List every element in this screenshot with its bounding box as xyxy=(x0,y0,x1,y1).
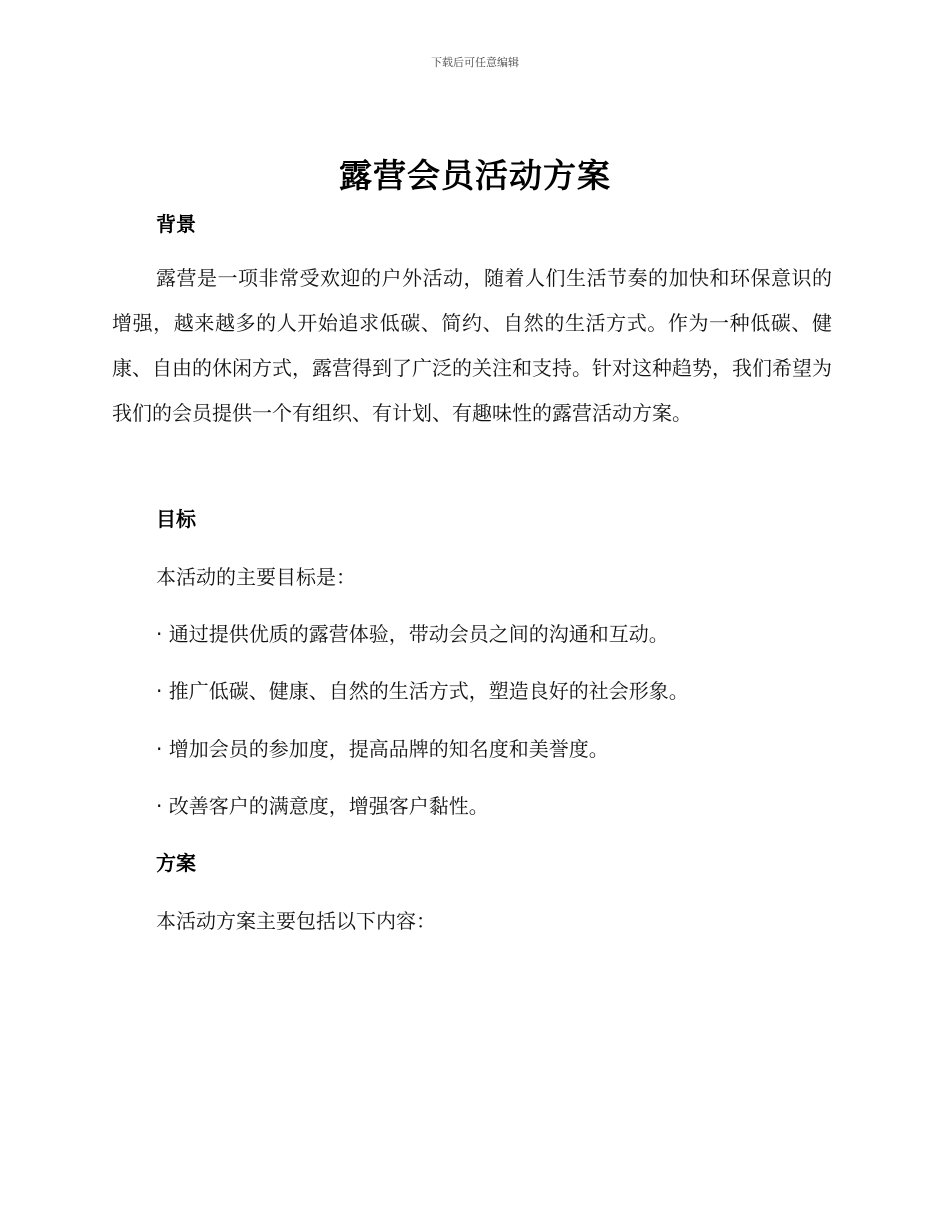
header-note: 下载后可任意编辑 xyxy=(431,56,519,69)
goal-list-item: · 通过提供优质的露营体验，带动会员之间的沟通和互动。 xyxy=(156,622,669,646)
section-heading-background: 背景 xyxy=(156,212,196,236)
background-paragraph: 露营是一项非常受欢迎的户外活动，随着人们生活节奏的加快和环保意识的增强，越来越多的人开始追求低碳、简约、自然的生活方式。作为一种低碳、健康、自由的休闲方式，露营得到了广泛的关注和支持。针对这种趋势，我们希望为我们的会员提供一个有组织、有计划、有趣味性的露营活动方案。 xyxy=(112,266,832,425)
section-heading-plan: 方案 xyxy=(156,851,196,875)
goal-list-item: · 改善客户的满意度，增强客户黏性。 xyxy=(156,794,489,818)
goal-list-item: · 推广低碳、健康、自然的生活方式，塑造良好的社会形象。 xyxy=(156,679,689,703)
goal-list-item: · 增加会员的参加度，提高品牌的知名度和美誉度。 xyxy=(156,737,609,761)
section-heading-goals: 目标 xyxy=(156,507,196,531)
plan-intro: 本活动方案主要包括以下内容： xyxy=(156,909,436,933)
goals-intro: 本活动的主要目标是： xyxy=(156,565,356,589)
document-title: 露营会员活动方案 xyxy=(339,156,611,195)
